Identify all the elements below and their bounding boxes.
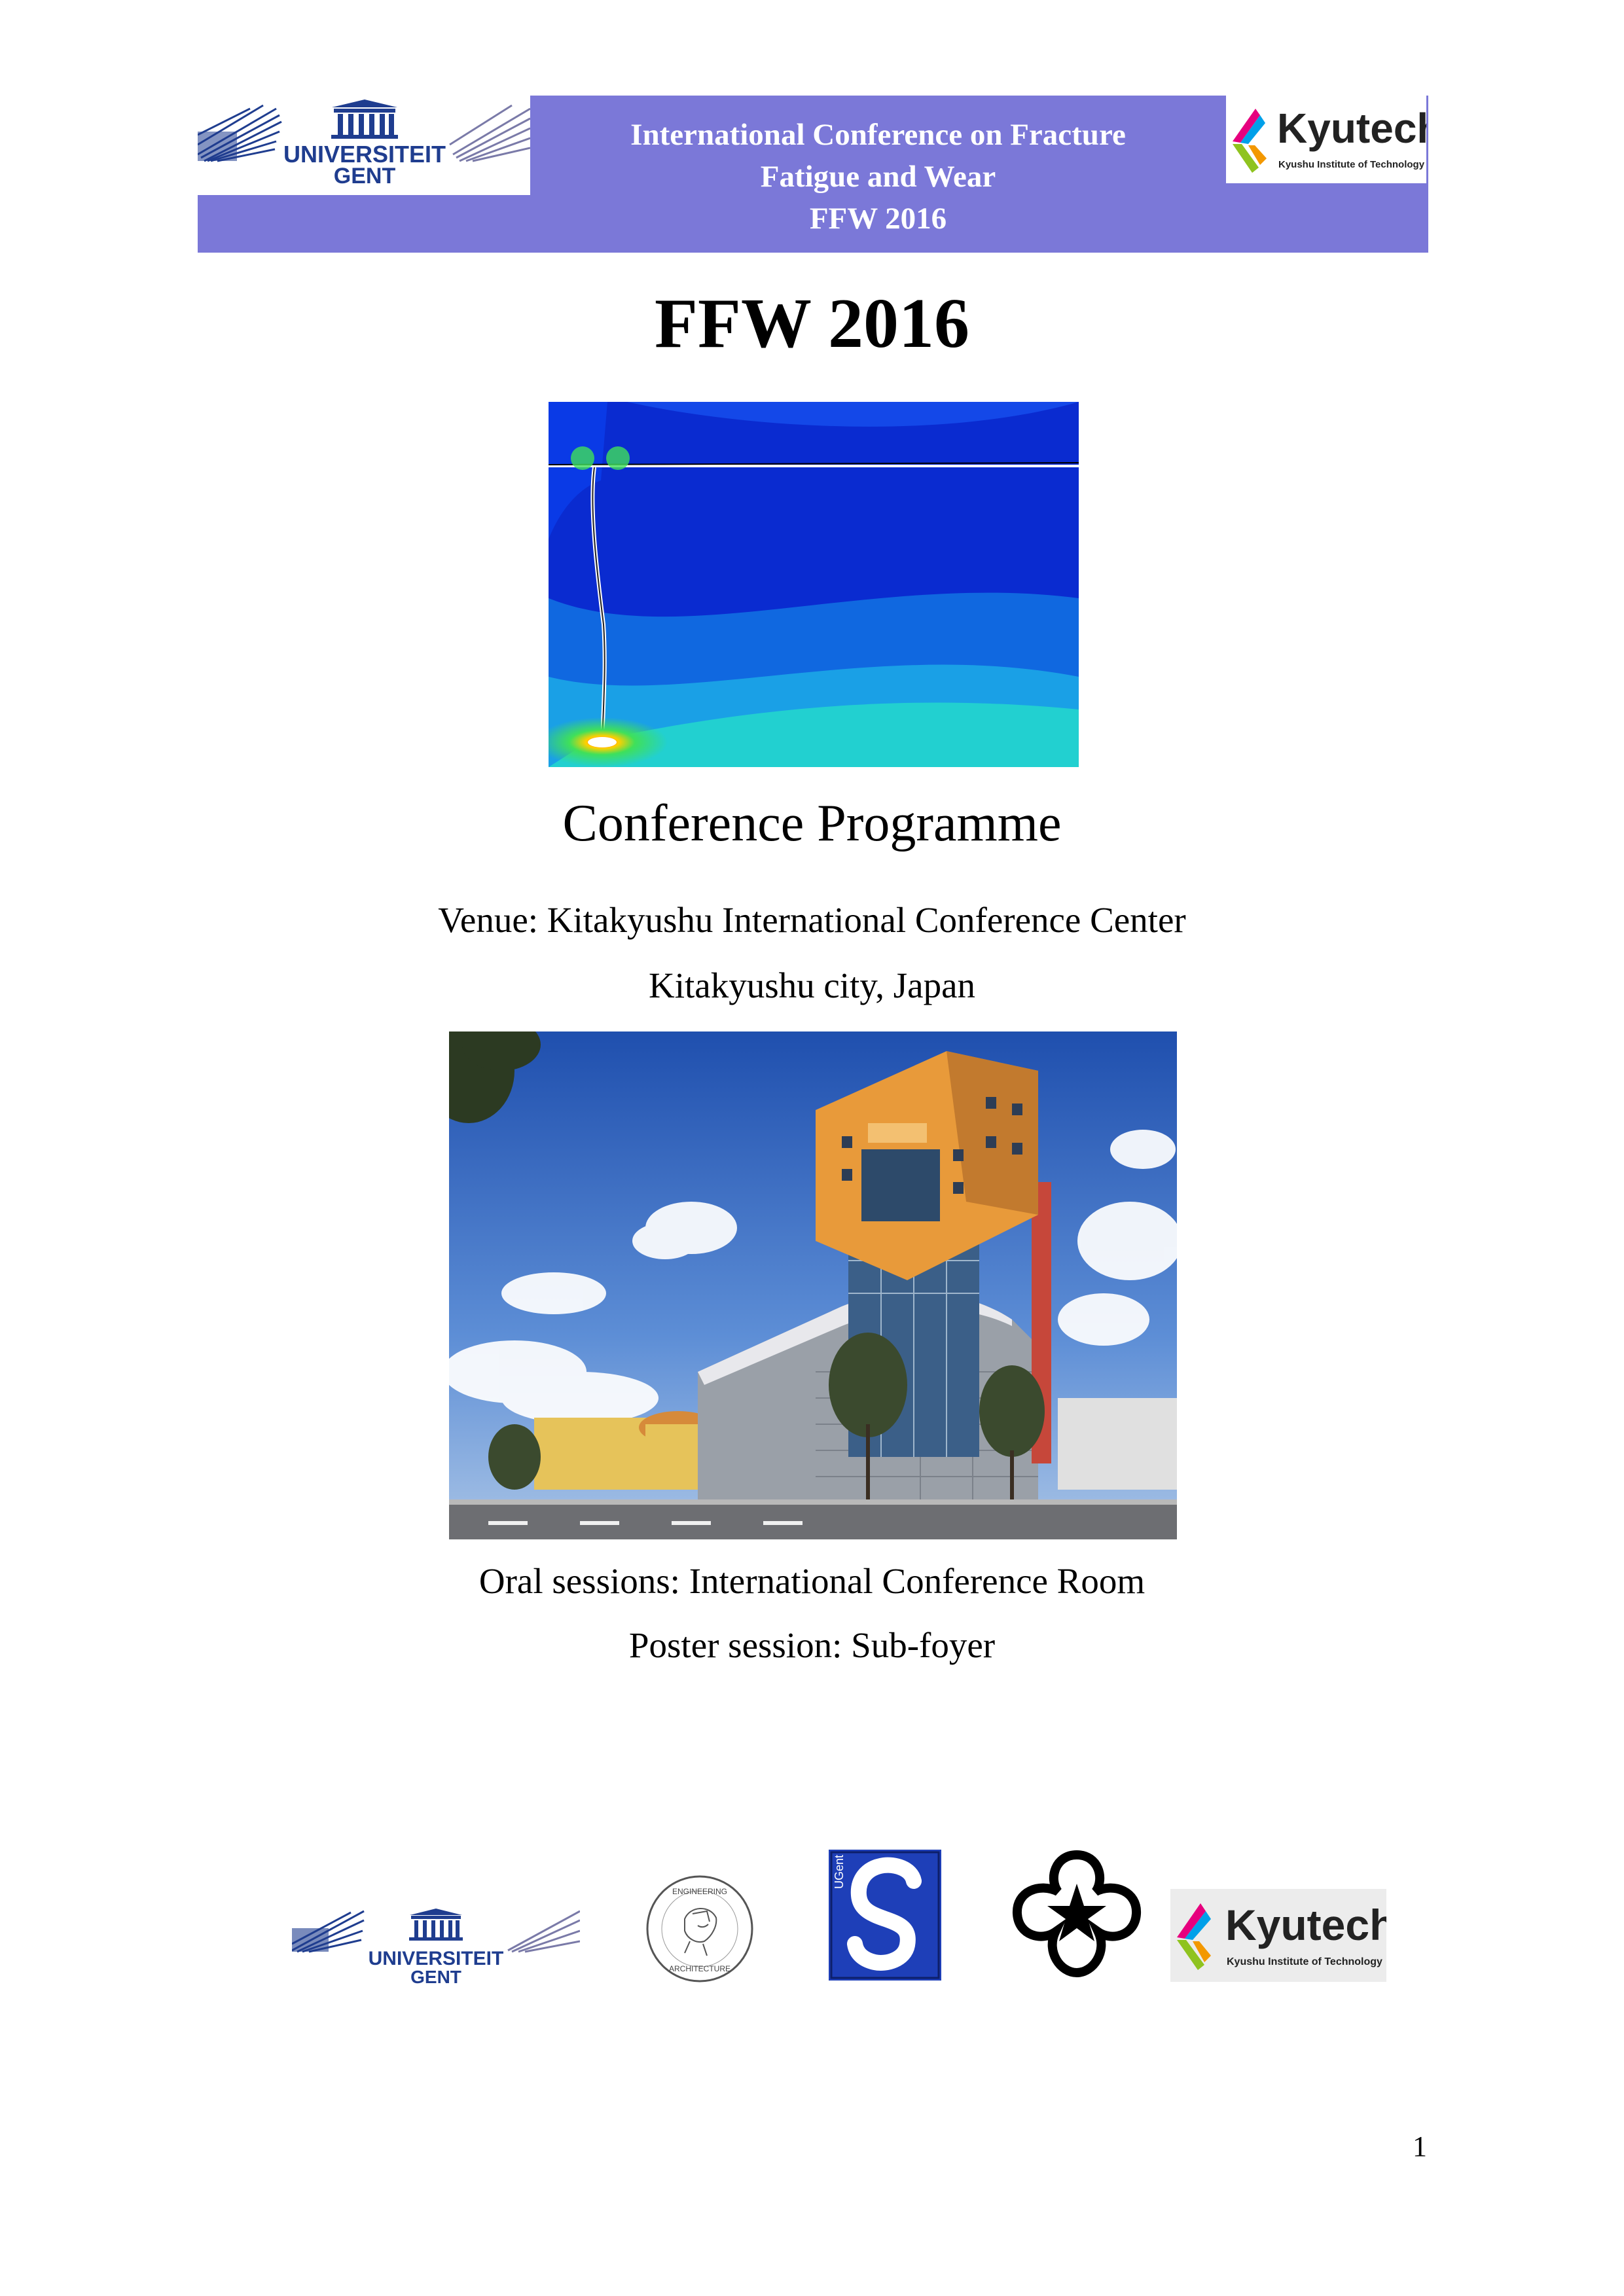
- ugent-footer-logo: [292, 1905, 580, 1991]
- engineering-architecture-seal: [644, 1873, 755, 1984]
- kyutech-header-logo: [1226, 96, 1426, 183]
- kyutech-mark-icon: [1233, 109, 1267, 173]
- oral-sessions-text: Oral sessions: International Conference Room: [478, 1561, 1146, 1601]
- banner-title-line-1: International Conference on Fracture: [630, 118, 1126, 152]
- svg-text:GENT: GENT: [333, 164, 396, 188]
- poster-session-text: Poster session: Sub-foyer: [628, 1625, 996, 1665]
- kitakyushu-flower-emblem: [1007, 1846, 1147, 1981]
- svg-text:UNIVERSITEIT: UNIVERSITEIT: [283, 141, 446, 168]
- svg-text:UNIVERSITEIT: UNIVERSITEIT: [368, 1948, 504, 1969]
- programme-title: Conference Programme: [562, 795, 1062, 852]
- ugent-header-logo: [198, 96, 530, 195]
- svg-text:ARCHITECTURE: ARCHITECTURE: [668, 1964, 731, 1973]
- page-title: FFW 2016: [655, 285, 969, 363]
- kyutech-footer-logo: [1170, 1889, 1386, 1982]
- svg-text:Kyutech: Kyutech: [1225, 1901, 1386, 1949]
- svg-text:Kyushu Institute of Technology: Kyushu Institute of Technology: [1278, 159, 1425, 170]
- banner-title-line-2: Fatigue and Wear: [760, 160, 996, 194]
- city-text: Kitakyushu city, Japan: [649, 965, 975, 1005]
- fracture-simulation-contour-plot: [549, 402, 1079, 767]
- ugent-s-logo: [829, 1850, 941, 1981]
- svg-text:UGent: UGent: [833, 1854, 846, 1889]
- svg-text:GENT: GENT: [410, 1967, 461, 1987]
- banner-title-line-3: FFW 2016: [809, 202, 947, 236]
- page-number: 1: [1413, 2130, 1427, 2162]
- venue-text: Venue: Kitakyushu International Conference Center: [438, 900, 1186, 940]
- kitakyushu-conference-center-photo: [449, 1031, 1177, 1539]
- svg-text:Kyutech: Kyutech: [1277, 105, 1426, 152]
- svg-text:Kyushu Institute of Technology: Kyushu Institute of Technology: [1227, 1956, 1382, 1967]
- svg-text:ENGINEERING: ENGINEERING: [672, 1887, 728, 1896]
